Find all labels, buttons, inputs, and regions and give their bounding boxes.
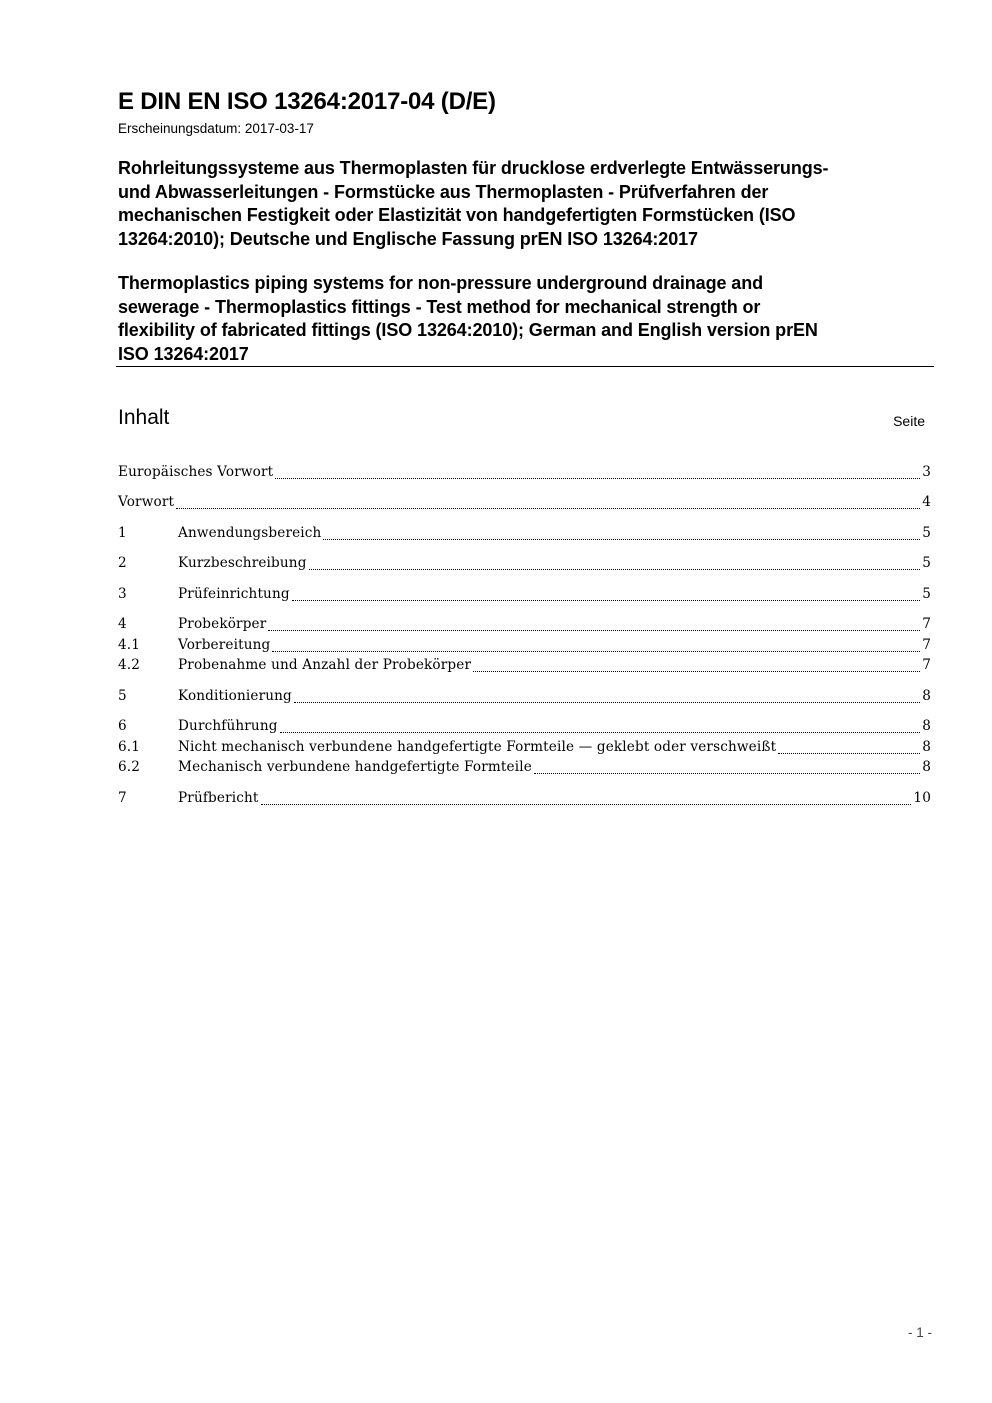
toc-leader-dots: [309, 568, 921, 570]
title-divider: [116, 366, 934, 367]
toc-leader-dots: [268, 629, 920, 631]
title-german-line: Rohrleitungssysteme aus Thermoplasten für drucklose erdverlegte Entwässerungs-: [118, 158, 829, 178]
title-english-line: flexibility of fabricated fittings (ISO 13264:2010); German and English version prEN: [118, 320, 818, 340]
toc-entry-title: Nicht mechanisch verbundene handgefertigte Formteile — geklebt oder verschweißt: [178, 739, 777, 755]
toc-entry-number: 4.1: [118, 637, 141, 653]
toc-leader-dots: [280, 731, 921, 733]
toc-entry-title: Prüfeinrichtung: [178, 586, 290, 602]
toc-entry-title: Konditionierung: [178, 688, 292, 704]
toc-entry-page: 8: [922, 759, 931, 775]
title-english-line: Thermoplastics piping systems for non-pressure underground drainage and: [118, 273, 764, 293]
toc-entry[interactable]: [118, 586, 931, 606]
page-number: - 1 -: [907, 1325, 932, 1340]
toc-leader-dots: [272, 650, 920, 652]
toc-entry-number: 7: [118, 790, 127, 806]
toc-entry-title: Europäisches Vorwort: [118, 464, 274, 480]
title-english: [118, 272, 933, 366]
toc-entry-number: 4: [118, 616, 127, 632]
toc-entry-page: 8: [922, 718, 931, 734]
toc-entry-title: Prüfbericht: [178, 790, 259, 806]
toc-entry-title: Durchführung: [178, 718, 278, 734]
toc-entry[interactable]: [118, 759, 931, 779]
toc-leader-dots: [176, 507, 920, 509]
toc-entry-page: 8: [922, 739, 931, 755]
toc-entry-number: 2: [118, 555, 127, 571]
toc-entry-title: Vorwort: [118, 494, 175, 510]
title-english-line: sewerage - Thermoplastics fittings - Test method for mechanical strength or: [118, 296, 761, 317]
toc-entry-page: 4: [922, 494, 931, 510]
toc-entry[interactable]: [118, 657, 931, 677]
toc-entry[interactable]: [118, 525, 931, 545]
toc-page-column-label: Seite: [893, 413, 925, 429]
title-german: [118, 157, 933, 251]
document-id: E DIN EN ISO 13264:2017-04 (D/E): [118, 88, 496, 115]
toc-entry-page: 5: [922, 586, 931, 602]
toc-entry-number: 3: [118, 586, 127, 602]
toc-entry[interactable]: [118, 555, 931, 575]
toc-entry-number: 4.2: [118, 657, 141, 673]
toc-entry-page: 7: [922, 637, 931, 653]
toc-entry[interactable]: [118, 616, 931, 636]
title-german-line: mechanischen Festigkeit oder Elastizität von handgefertigten Formstücken (ISO: [118, 205, 796, 225]
toc-entry-number: 6.2: [118, 759, 141, 775]
toc-entry[interactable]: [118, 464, 931, 484]
toc-entry-title: Anwendungsbereich: [178, 525, 322, 541]
toc-entry-page: 7: [922, 657, 931, 673]
toc-entry-title: Mechanisch verbundene handgefertigte Formteile: [178, 759, 532, 775]
toc-entry-number: 6: [118, 718, 127, 734]
toc-heading: Inhalt: [118, 406, 170, 429]
title-german-line: 13264:2010); Deutsche und Englische Fassung prEN ISO 13264:2017: [118, 228, 698, 249]
toc-entry-page: 7: [922, 616, 931, 632]
toc-entry-title: Kurzbeschreibung: [178, 555, 307, 571]
toc-entry[interactable]: [118, 739, 931, 759]
toc-entry-number: 1: [118, 525, 127, 541]
toc-leader-dots: [778, 752, 920, 754]
toc-entry-page: 10: [913, 790, 931, 806]
publication-date: Erscheinungsdatum: 2017-03-17: [118, 121, 314, 136]
toc-leader-dots: [323, 538, 920, 540]
toc-entry[interactable]: [118, 688, 931, 708]
toc-entry[interactable]: [118, 637, 931, 657]
toc-entry-page: 5: [922, 555, 931, 571]
toc-entry[interactable]: [118, 494, 931, 514]
toc-leader-dots: [534, 772, 920, 774]
toc-entry-number: 5: [118, 688, 127, 704]
toc-entry[interactable]: [118, 718, 931, 738]
title-german-line: und Abwasserleitungen - Formstücke aus Thermoplasten - Prüfverfahren der: [118, 181, 769, 202]
toc-leader-dots: [294, 701, 920, 703]
toc-entry-title: Probekörper: [178, 616, 267, 632]
toc-entry-page: 5: [922, 525, 931, 541]
toc-entry-page: 3: [922, 464, 931, 480]
toc-leader-dots: [473, 670, 920, 672]
toc-leader-dots: [292, 599, 920, 601]
toc-entry[interactable]: [118, 790, 931, 810]
toc-entry-title: Probenahme und Anzahl der Probekörper: [178, 657, 472, 673]
toc-entry-page: 8: [922, 688, 931, 704]
toc-leader-dots: [275, 477, 920, 479]
toc-entry-number: 6.1: [118, 739, 141, 755]
toc-leader-dots: [261, 803, 912, 805]
title-english-line: ISO 13264:2017: [118, 343, 249, 364]
toc-entry-title: Vorbereitung: [178, 637, 271, 653]
